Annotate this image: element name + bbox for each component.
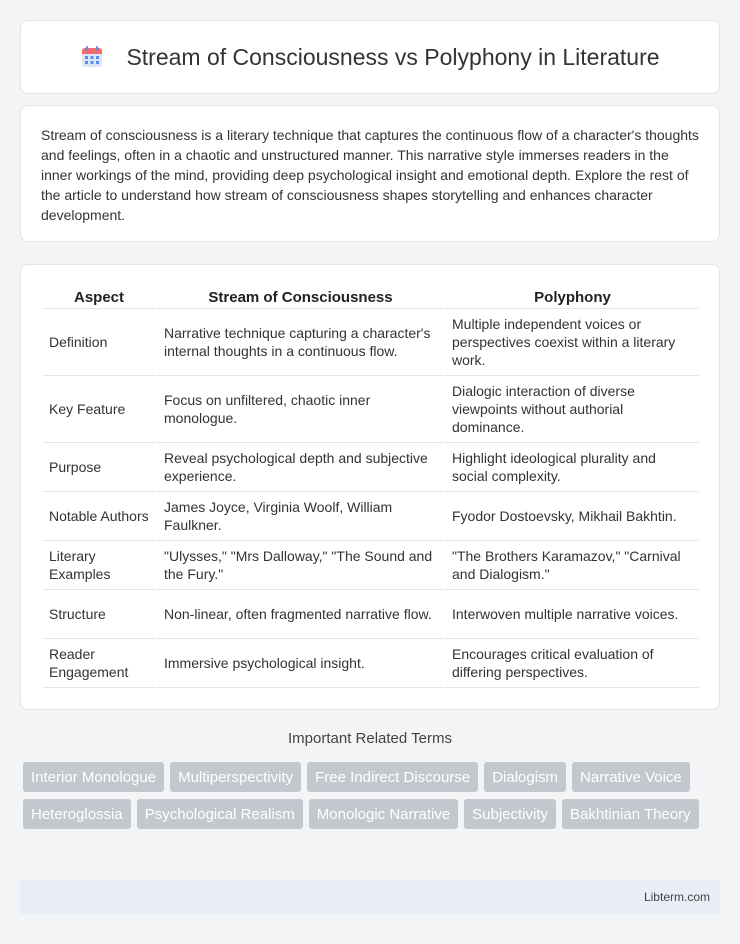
table-row xyxy=(43,541,699,590)
aspect-cell: Structure xyxy=(43,590,155,639)
related-term-tag[interactable]: Multiperspectivity xyxy=(170,762,301,792)
aspect-cell: Literary Examples xyxy=(43,541,155,590)
related-term-tag[interactable]: Free Indirect Discourse xyxy=(307,762,478,792)
table-row xyxy=(43,492,699,541)
comparison-table-card xyxy=(20,264,720,710)
footer xyxy=(20,880,720,914)
polyphony-cell: Encourages critical evaluation of differing perspectives. xyxy=(443,639,699,688)
polyphony-cell: Interwoven multiple narrative voices. xyxy=(443,590,699,639)
intro-card xyxy=(20,105,720,242)
related-term-tag[interactable]: Psychological Realism xyxy=(137,799,303,829)
aspect-cell: Key Feature xyxy=(43,376,155,443)
stream-cell: James Joyce, Virginia Woolf, William Faulkner. xyxy=(155,492,443,541)
polyphony-cell: "The Brothers Karamazov," "Carnival and Dialogism." xyxy=(443,541,699,590)
related-term-tag[interactable]: Narrative Voice xyxy=(572,762,690,792)
aspect-cell: Definition xyxy=(43,309,155,376)
related-term-tag[interactable]: Subjectivity xyxy=(464,799,556,829)
stream-cell: Focus on unfiltered, chaotic inner monologue. xyxy=(155,376,443,443)
related-term-tag[interactable]: Interior Monologue xyxy=(23,762,164,792)
table-row xyxy=(43,639,699,688)
header-stream-of-consciousness: Stream of Consciousness xyxy=(155,283,443,309)
title-card xyxy=(20,20,720,94)
calendar-icon xyxy=(80,45,104,69)
related-term-tag[interactable]: Bakhtinian Theory xyxy=(562,799,699,829)
table-row xyxy=(43,309,699,376)
polyphony-cell: Highlight ideological plurality and social complexity. xyxy=(443,443,699,492)
table-row xyxy=(43,376,699,443)
intro-paragraph: Stream of consciousness is a literary technique that captures the continuous flow of a character's thoughts and feelings, often in a chaotic and unstructured manner. This narrative style immerses readers in the inner workings of the mind, providing deep psychological insight and emotional depth. Explore the rest of the article to understand how stream of consciousness shapes storytelling and enhances character development. xyxy=(41,127,699,223)
table-row xyxy=(43,443,699,492)
stream-cell: Non-linear, often fragmented narrative flow. xyxy=(155,590,443,639)
related-term-tag[interactable]: Monologic Narrative xyxy=(309,799,458,829)
related-terms-list xyxy=(23,762,723,829)
aspect-cell: Reader Engagement xyxy=(43,639,155,688)
stream-cell: Reveal psychological depth and subjective experience. xyxy=(155,443,443,492)
stream-cell: Immersive psychological insight. xyxy=(155,639,443,688)
header-polyphony: Polyphony xyxy=(443,283,699,309)
polyphony-cell: Fyodor Dostoevsky, Mikhail Bakhtin. xyxy=(443,492,699,541)
table-row xyxy=(43,590,699,639)
stream-cell: "Ulysses," "Mrs Dalloway," "The Sound and the Fury." xyxy=(155,541,443,590)
related-terms-heading: Important Related Terms xyxy=(288,730,452,747)
table-header-row xyxy=(43,283,699,309)
aspect-cell: Purpose xyxy=(43,443,155,492)
stream-cell: Narrative technique capturing a character's internal thoughts in a continuous flow. xyxy=(155,309,443,376)
related-term-tag[interactable]: Heteroglossia xyxy=(23,799,131,829)
comparison-table xyxy=(43,283,699,688)
page-title: Stream of Consciousness vs Polyphony in Literature xyxy=(126,43,660,70)
header-aspect: Aspect xyxy=(43,283,155,309)
polyphony-cell: Dialogic interaction of diverse viewpoints without authorial dominance. xyxy=(443,376,699,443)
polyphony-cell: Multiple independent voices or perspectives coexist within a literary work. xyxy=(443,309,699,376)
aspect-cell: Notable Authors xyxy=(43,492,155,541)
footer-site-link[interactable]: Libterm.com xyxy=(643,890,710,904)
related-term-tag[interactable]: Dialogism xyxy=(484,762,566,792)
